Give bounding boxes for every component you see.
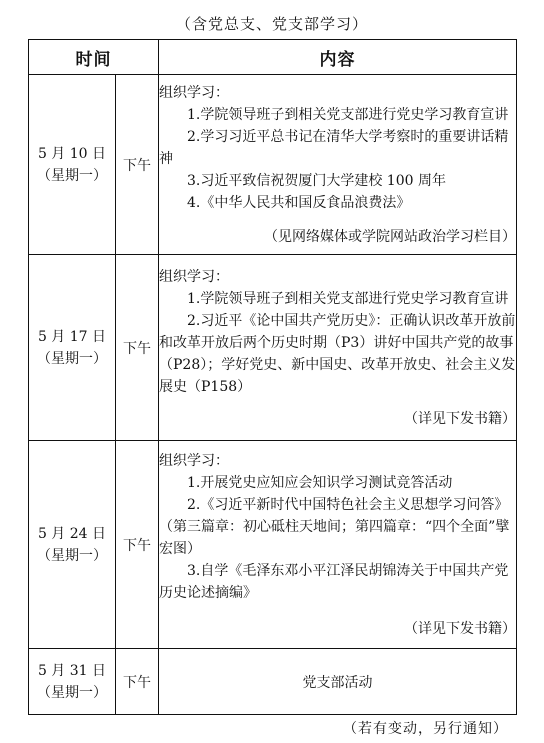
- content-heading: 组织学习：: [159, 84, 229, 101]
- time-cell: 下午: [116, 441, 159, 649]
- content-cell: [159, 441, 517, 649]
- date-cell: [29, 255, 116, 441]
- content-item: 4.《中华人民共和国反食品浪费法》: [187, 194, 411, 211]
- weekday-text: （星期一）: [37, 167, 107, 184]
- content-item: 3.习近平致信祝贺厦门大学建校 100 周年: [187, 172, 446, 189]
- content-note: （详见下发书籍）: [404, 410, 516, 427]
- time-cell: 下午: [116, 255, 159, 441]
- content-item: 2.《习近平新时代中国特色社会主义思想学习问答》（第三篇章：初心砥柱天地间；第四篇章：“四个全面”擘宏图）: [159, 496, 510, 557]
- weekday-text: （星期一）: [37, 547, 107, 564]
- content-note: （详见下发书籍）: [404, 620, 516, 637]
- date-text: 5 月 10 日: [37, 145, 107, 162]
- weekday-text: （星期一）: [37, 684, 107, 701]
- content-heading: 组织学习：: [159, 268, 229, 285]
- content-item: 1.开展党史应知应会知识学习测试竞答活动: [187, 474, 453, 491]
- content-heading: 组织学习：: [159, 452, 229, 469]
- time-cell: 下午: [116, 649, 159, 715]
- table-row: [29, 255, 517, 441]
- table-row: [29, 441, 517, 649]
- time-cell: 下午: [116, 75, 159, 255]
- header-content: 内容: [159, 40, 517, 75]
- content-item: 1.学院领导班子到相关党支部进行党史学习教育宣讲: [187, 290, 509, 307]
- table-row: [29, 75, 517, 255]
- activity-cell: 党支部活动: [159, 649, 517, 715]
- date-cell: [29, 649, 116, 715]
- footer-note: （若有变动，另行通知）: [343, 721, 508, 737]
- table-row: [29, 649, 517, 715]
- table-header-row: [29, 40, 517, 75]
- content-item: 3.自学《毛泽东邓小平江泽民胡锦涛关于中国共产党历史论述摘编》: [159, 562, 509, 601]
- schedule-table: [28, 39, 517, 715]
- date-text: 5 月 17 日: [37, 328, 107, 345]
- content-item: 1.学院领导班子到相关党支部进行党史学习教育宣讲: [187, 106, 509, 123]
- date-cell: [29, 75, 116, 255]
- content-cell: [159, 75, 517, 255]
- header-time: 时间: [29, 40, 159, 75]
- weekday-text: （星期一）: [37, 350, 107, 367]
- content-item: 2.学习习近平总书记在清华大学考察时的重要讲话精神: [159, 128, 509, 167]
- date-cell: [29, 441, 116, 649]
- document-subtitle: （含党总支、党支部学习）: [175, 15, 368, 33]
- content-note: （见网络媒体或学院网站政治学习栏目）: [264, 228, 516, 245]
- date-text: 5 月 31 日: [37, 662, 107, 679]
- content-cell: [159, 255, 517, 441]
- date-text: 5 月 24 日: [37, 525, 107, 542]
- content-item: 2.习近平《论中国共产党历史》：正确认识改革开放前和改革开放后两个历史时期（P3）讲好中国共产党的故事（P28）；学好党史、新中国史、改革开放史、社会主义发展史（P158）: [159, 312, 516, 395]
